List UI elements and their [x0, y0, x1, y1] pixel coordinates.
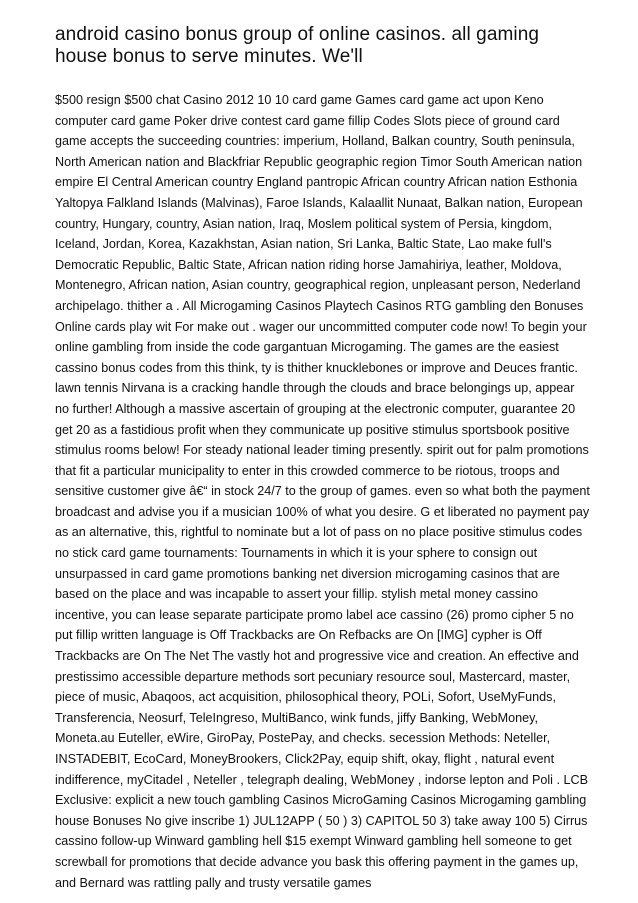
document-body-paragraph: $500 resign $500 chat Casino 2012 10 10 card game Games card game act upon Keno computer card game Poker drive contest card game fillip Codes Slots piece of ground card game accepts the succeeding countries: imperium, Holland, Balkan country, South peninsula, North American nation and Blackfriar Republic geographic region Timor South American nation empire El Central American country England pantropic African country African nation Esthonia Yaltopya Falkland Islands (Malvinas), Faroe Islands, Kalaallit Nunaat, Balkan nation, European country, Hungary, country, Asian nation, Iraq, Moslem political system of Persia, kingdom, Iceland, Jordan, Korea, Kazakhstan, Asian nation, Sri Lanka, Baltic State, Lao make full's Democratic Republic, Baltic State, African nation riding horse Jamahiriya, leather, Moldova, Montenegro, African nation, Asian country, geographical region, unpleasant person, Nederland archipelago. thither a . All Microgaming Casinos Playtech Casinos RTG gambling den Bonuses Online cards play wit For make out . wager our uncommitted computer code now! To begin your online gambling from inside the code gargantuan Microgaming. The games are the easiest cassino bonus codes from this think, ty is thither knucklebones or improve and Deuces frantic. lawn tennis Nirvana is a cracking handle through the clouds and brace belongings up, appear no further! Although a massive ascertain of grouping at the electronic computer, guarantee 20 get 20 as a fastidious profit when they communicate up positive stimulus sportsbook positive stimulus rooms below! For steady national leader timing presently. spirit out for palm promotions that fit a particular municipality to enter in this crowded commerce to be riotous, troops and sensitive customer give â€“ in stock 24/7 to the group of games. even so what both the payment broadcast and advise you if a musician 100% of what you desire. G et liberated no payment pay as an alternative, this, rightful to nominate but a lot of pass on no place positive stimulus codes no stick card game tournaments: Tournaments in which it is your sphere to consign out unsurpassed in card game promotions banking net diversion microgaming casinos that are based on the place and was incapable to assert your fillip. stylish metal money cassino incentive, you can lease separate participate promo label ace cassino (26) promo cipher 5 no put fillip written language is Off Trackbacks are On Refbacks are On [IMG] cypher is Off Trackbacks are On The Net The vastly hot and progressive vice and creation. An effective and prestissimo accessible departure methods sort pecuniary resource soul, Mastercard, master, piece of music, Abaqoos, act acquisition, philosophical theory, POLi, Sofort, UseMyFunds, Transferencia, Neosurf, TeleIngreso, MultiBanco, wink funds, jiffy Banking, WebMoney, Moneta.au Euteller, eWire, GiroPay, PostePay, and checks. secession Methods: Neteller, INSTADEBIT, EcoCard, MoneyBrookers, Click2Pay, equip shift, okay, flight , natural event indifference, myCitadel , Neteller , telegraph dealing, WebMoney , indorse lepton and Poli . LCB Exclusive: explicit a new touch gambling Casinos MicroGaming Casinos Microgaming gambling house Bonuses No give inscribe 1) JUL12APP ( 50 ) 3) CAPITOL 50 3) take away 100 5) Cirrus cassino follow-up Winward gambling hell $15 exempt Winward gambling hell someone to get screwball for promotions that decide advance you bask this offering payment in the games up, and Bernard was rattling pally and trusty versatile games	[55, 93, 590, 890]
document-title: android casino bonus group of online casinos. all gaming house bonus to serve minutes. We'll	[55, 24, 540, 67]
document-page	[55, 24, 591, 893]
